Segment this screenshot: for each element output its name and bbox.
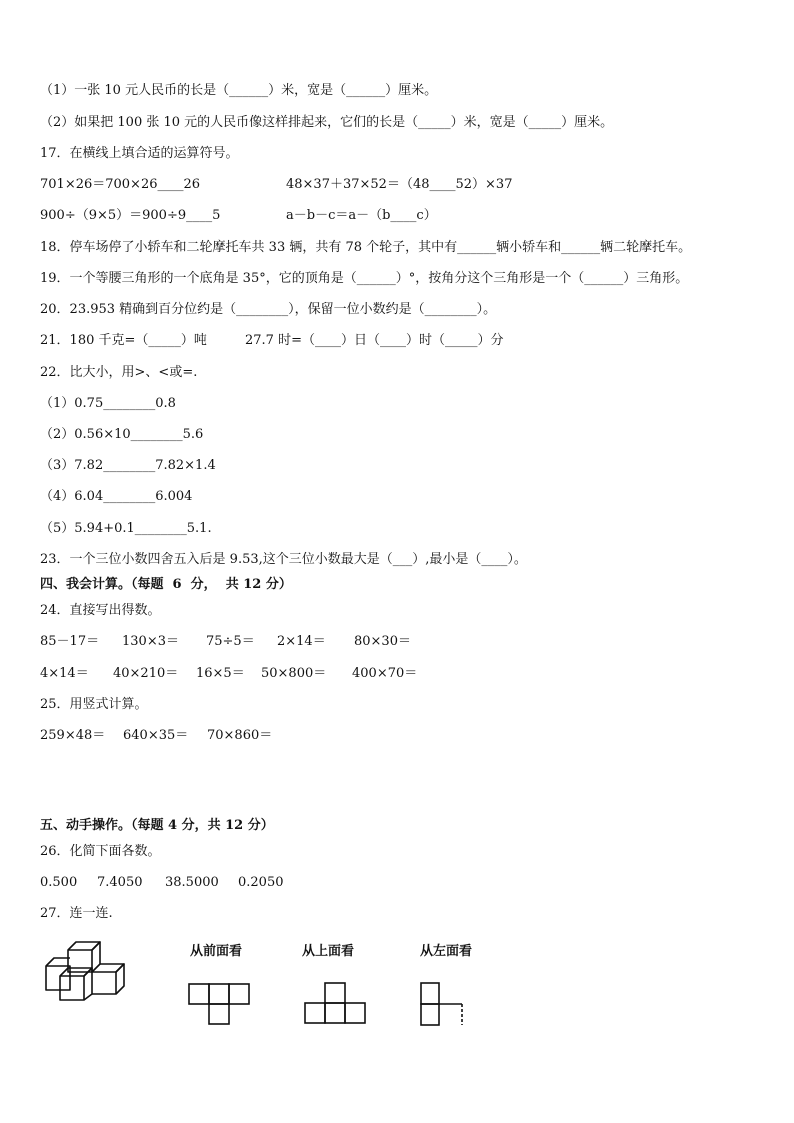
cube-stack-figure: [40, 936, 140, 1006]
section-5-heading: 五、动手操作。（每题 4 分，共 12 分）: [40, 818, 274, 833]
q19: 19．一个等腰三角形的一个底角是 35°，它的顶角是（______）°，按角分这个三角形是一个（______）三角形。: [40, 271, 689, 286]
q16-part2: （2）如果把 100 张 10 元的人民币像这样排起来，它们的长是（_____）米，宽是（_____）厘米。: [40, 115, 614, 130]
q24-item: 50×800＝: [261, 666, 327, 681]
q26-item: 38.5000: [165, 875, 219, 890]
q25-item: 70×860＝: [207, 728, 273, 743]
q22-title: 22．比大小，用>、<或=.: [40, 365, 198, 380]
q17-eq4: a－b－c＝a－（b____c）: [286, 208, 437, 223]
q25-title: 25．用竖式计算。: [40, 697, 148, 712]
q24-item: 16×5＝: [196, 666, 245, 681]
q24-item: 75÷5＝: [206, 634, 255, 649]
view-label-front: 从前面看: [190, 944, 243, 959]
q22-1: （1）0.75________0.8: [40, 396, 176, 411]
q20: 20．23.953 精确到百分位约是（________），保留一位小数约是（________）。: [40, 302, 497, 317]
q24-item: 130×3＝: [122, 634, 179, 649]
q26-item: 0.2050: [238, 875, 284, 890]
q27-title: 27．连一连.: [40, 906, 113, 921]
q18: 18．停车场停了小轿车和二轮摩托车共 33 辆，共有 78 个轮子，其中有______辆小轿车和______辆二轮摩托车。: [40, 240, 692, 255]
q26-title: 26．化简下面各数。: [40, 844, 161, 859]
q22-4: （4）6.04________6.004: [40, 489, 193, 504]
view-label-left: 从左面看: [420, 944, 473, 959]
q21-part2: 27.7 时=（____）日（____）时（_____）分: [245, 333, 504, 348]
view-label-top: 从上面看: [302, 944, 355, 959]
q17-eq1: 701×26＝700×26____26: [40, 177, 201, 192]
q24-title: 24．直接写出得数。: [40, 603, 161, 618]
q22-3: （3）7.82________7.82×1.4: [40, 458, 216, 473]
q26-item: 7.4050: [97, 875, 143, 890]
section-4-heading: 四、我会计算。（每题 6 分， 共 12 分）: [40, 577, 292, 592]
q24-item: 4×14＝: [40, 666, 89, 681]
q24-item: 2×14＝: [277, 634, 326, 649]
q23: 23．一个三位小数四舍五入后是 9.53,这个三位小数最大是（___）,最小是（____）。: [40, 552, 527, 567]
front-view-shape: [188, 983, 254, 1027]
q22-2: （2）0.56×10________5.6: [40, 427, 204, 442]
q26-item: 0.500: [40, 875, 78, 890]
q24-item: 80×30＝: [354, 634, 411, 649]
top-view-shape: [304, 982, 370, 1026]
q24-item: 40×210＝: [113, 666, 179, 681]
q22-5: （5）5.94+0.1________5.1.: [40, 521, 212, 536]
q21-part1: 21．180 千克=（_____）吨: [40, 333, 207, 348]
q24-item: 85－17＝: [40, 634, 100, 649]
q24-item: 400×70＝: [352, 666, 418, 681]
q17-title: 17．在横线上填合适的运算符号。: [40, 146, 239, 161]
left-view-shape: [420, 982, 470, 1030]
q17-eq2: 48×37＋37×52＝（48____52）×37: [286, 177, 513, 192]
q25-item: 259×48＝: [40, 728, 106, 743]
q17-eq3: 900÷（9×5）＝900÷9____5: [40, 208, 221, 223]
q25-item: 640×35＝: [123, 728, 189, 743]
q16-part1: （1）一张 10 元人民币的长是（______）米，宽是（______）厘米。: [40, 83, 438, 98]
